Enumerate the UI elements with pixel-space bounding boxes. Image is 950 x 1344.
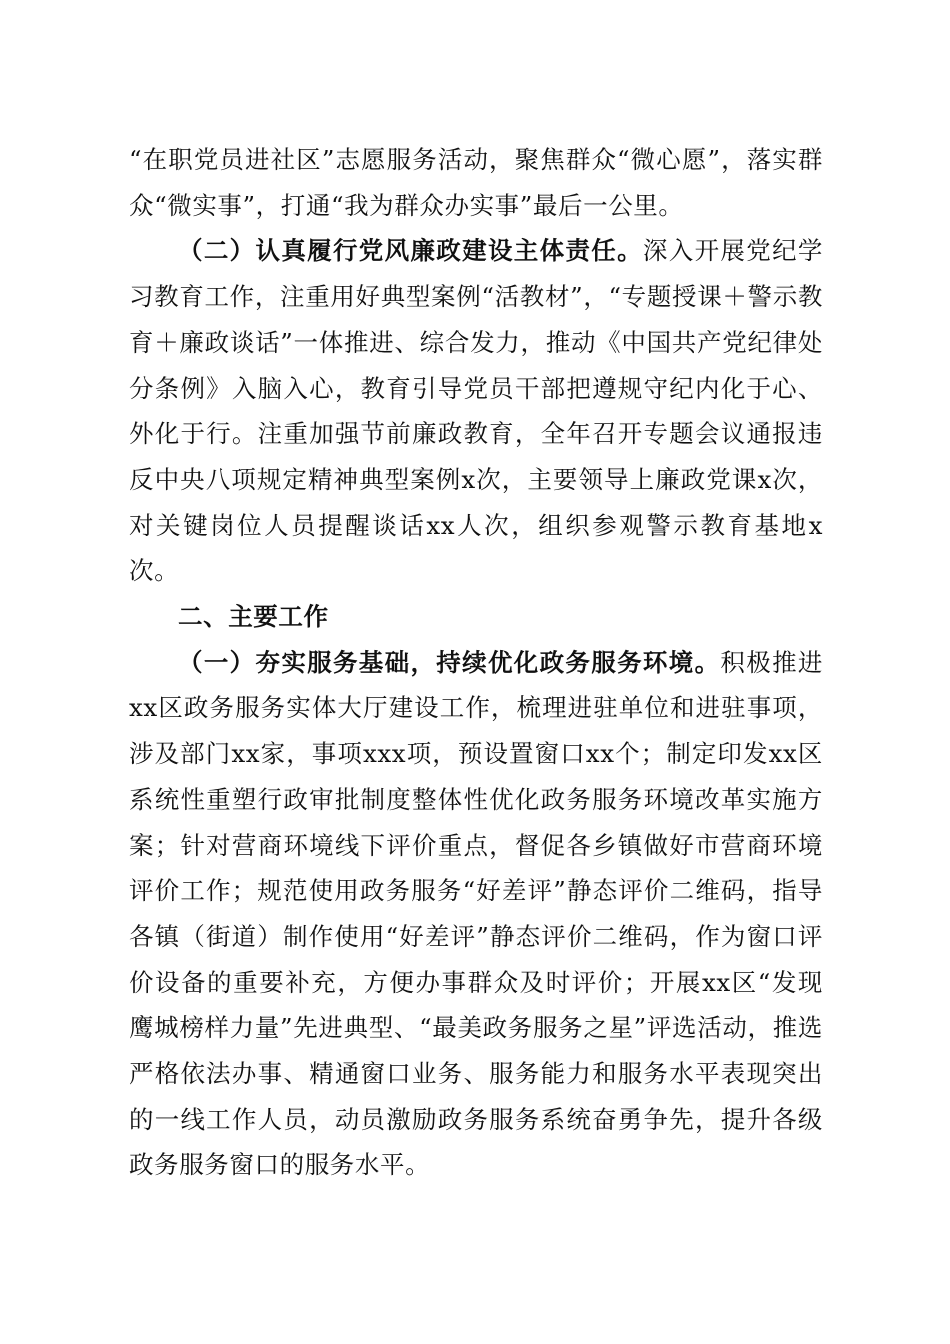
paragraph-body: 深入开展党纪学习教育工作，注重用好典型案例“活教材”，“专题授课＋警示教育＋廉政谈话”一体推进、综合发力，推动《中国共产党纪律处分条例》入脑入心，教育引导党员干部把遵规守纪内化于心、外化于行。注重加强节前廉政教育，全年召开专题会议通报违反中央八项规定精神典型案例x次，主要领导上廉政党课x次，对关键岗位人员提醒谈话xx人次，组织参观警示教育基地x次。 [129, 236, 823, 586]
paragraph-body: 积极推进xx区政务服务实体大厅建设工作，梳理进驻单位和进驻事项，涉及部门xx家，事项xxx项，预设置窗口xx个；制定印发xx区系统性重塑行政审批制度整体性优化政务服务环境改革实施方案；针对营商环境线下评价重点，督促各乡镇做好市营商环境评价工作；规范使用政务服务“好差评”静态评价二维码，指导各镇（街道）制作使用“好差评”静态评价二维码，作为窗口评价设备的重要补充，方便办事群众及时评价；开展xx区“发现鹰城榜样力量”先进典型、“最美政务服务之星”评选活动，推选严格依法办事、精通窗口业务、服务能力和服务水平表现突出的一线工作人员，动员激励政务服务系统奋勇争先，提升各级政务服务窗口的服务水平。 [129, 647, 823, 1180]
paragraph-integrity-responsibility [129, 228, 823, 594]
paragraph-volunteer-service [129, 137, 823, 228]
section-heading: 二、主要工作 [178, 602, 329, 632]
paragraph-text: “在职党员进社区”志愿服务活动，聚焦群众“微心愿”，落实群众“微实事”，打通“我为群众办实事”最后一公里。 [129, 145, 823, 220]
document-page [129, 137, 823, 1188]
paragraph-lead: （二）认真履行党风廉政建设主体责任。 [178, 236, 643, 266]
paragraph-service-foundation [129, 640, 823, 1188]
paragraph-lead: （一）夯实服务基础，持续优化政务服务环境。 [178, 647, 721, 677]
